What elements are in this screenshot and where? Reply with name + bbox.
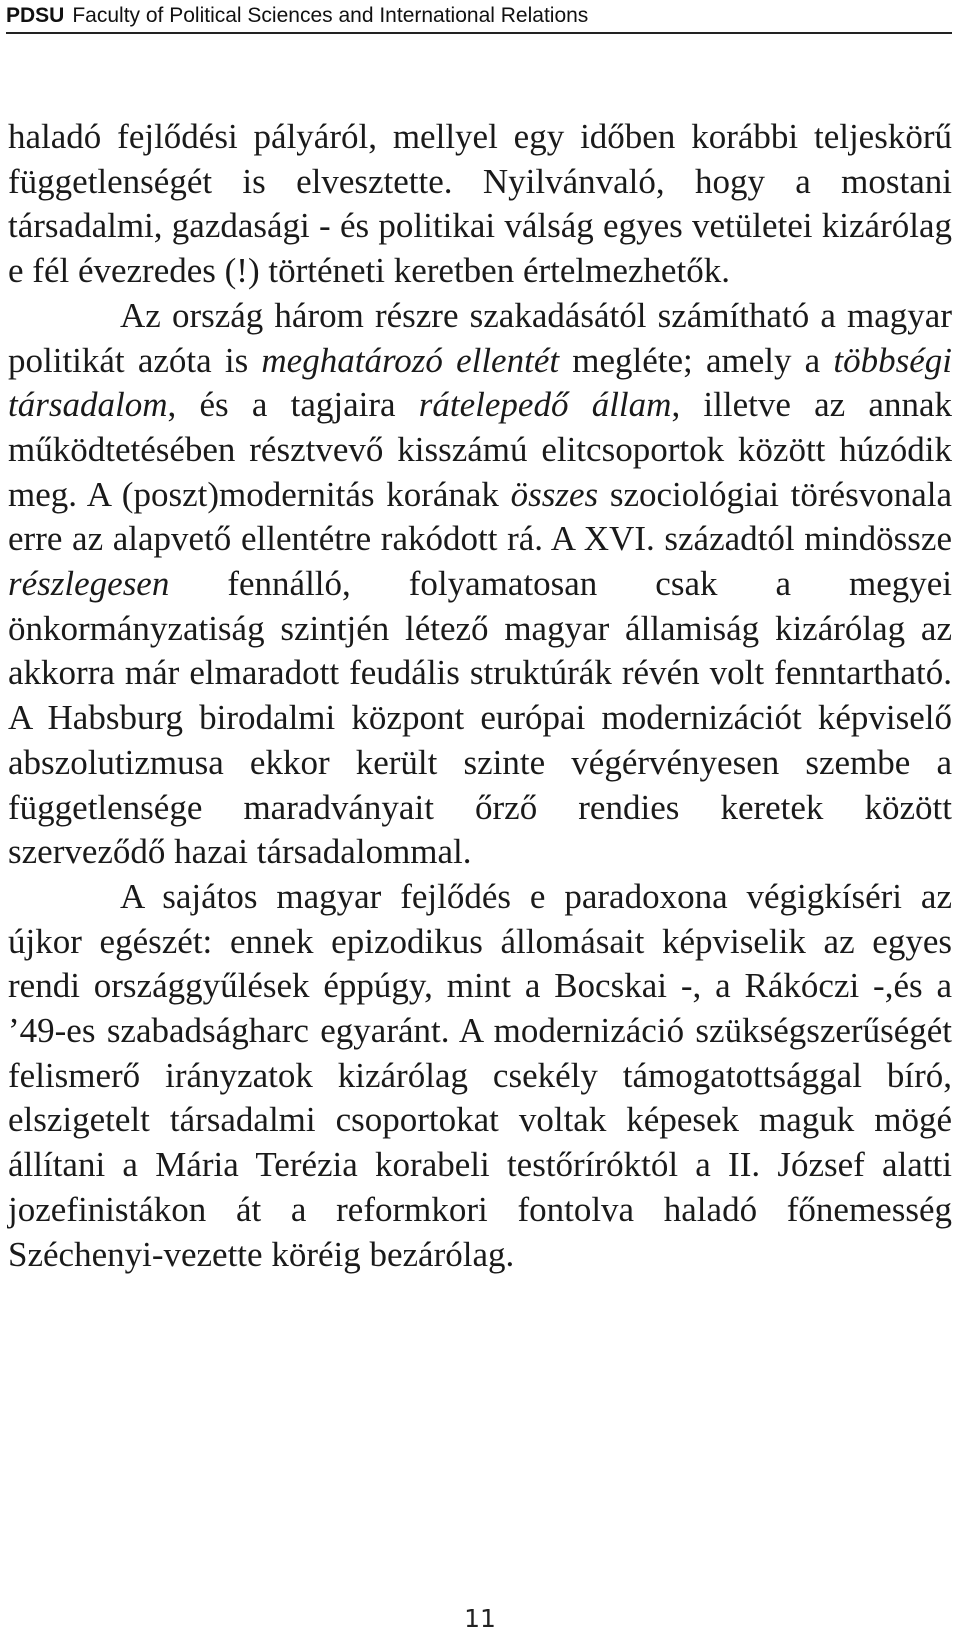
paragraph-2-text: , és a tagjaira xyxy=(167,385,419,425)
paragraph-2-italic: többségi társadalom xyxy=(8,340,952,425)
paragraph-2-italic: részlegesen xyxy=(8,564,170,604)
paragraph-1: haladó fejlődési pályáról, mellyel egy időben korábbi teljeskörű függetlenségét is elvesztette. Nyilvánvaló, hogy a mostani társadalmi, gazdasági - és politikai válság egyes vetületei kizárólag e fél évezredes (!) történeti keretben értelmezhetők. xyxy=(8,117,952,291)
header-title: Faculty of Political Sciences and International Relations xyxy=(72,4,589,27)
paragraph-3: A sajátos magyar fejlődés e paradoxona végigkíséri az újkor egészét: ennek epizodikus állomásait képviselik az egyes rendi országgyűlések éppúgy, mint a Bocskai -, a Rákóczi -,és a ’49-es szabadságharc egyaránt. A modernizáció szükségszerűségét felismerő irányzatok kizárólag csekély támogatottsággal bíró, elszigetelt társadalmi csoportokat voltak képesek maguk mögé állítani a Mária Terézia korabeli testőríróktól a II. József alatti jozefinistákon át a reformkori fontolva haladó főnemesség Széchenyi-vezette köréig bezárólag. xyxy=(8,876,952,1274)
paragraph-2-text: szociológiai törésvonala erre az alapvető ellentétre rakódott rá. A XVI. századtól mindössze xyxy=(8,474,953,559)
paragraph-2-italic: összes xyxy=(510,474,599,514)
paragraph-2-italic: rátelepedő állam xyxy=(418,385,672,425)
paragraph-2-text: Az ország három részre szakadásától számítható a magyar politikát azóta is xyxy=(8,295,952,380)
page-header xyxy=(6,2,952,34)
paragraph-2 xyxy=(8,294,952,875)
paragraph-2-text: , illetve az annak működtetésében résztvevő kisszámú elitcsoportok között húzódik meg. A (poszt)modernitás korának xyxy=(8,385,953,514)
paragraph-2-italic: meghatározó ellentét xyxy=(261,340,560,380)
paragraph-2-text: fennálló, folyamatosan csak a megyei önkormányzatiság szintjén létező magyar államiság kizárólag az akkorra már elmaradott feudális struktúrák révén volt fenntartható. A Habsburg birodalmi központ európai modernizációt képviselő abszolutizmusa ekkor került szinte végérvényesen szembe a függetlensége maradványait őrző rendies keretek között szerveződő hazai társadalommal. xyxy=(8,564,952,872)
page-number: 11 xyxy=(464,1604,496,1633)
header-short-name: PDSU xyxy=(6,4,65,27)
paragraph-2-text: megléte; amely a xyxy=(559,340,834,380)
body-text xyxy=(8,115,952,1277)
